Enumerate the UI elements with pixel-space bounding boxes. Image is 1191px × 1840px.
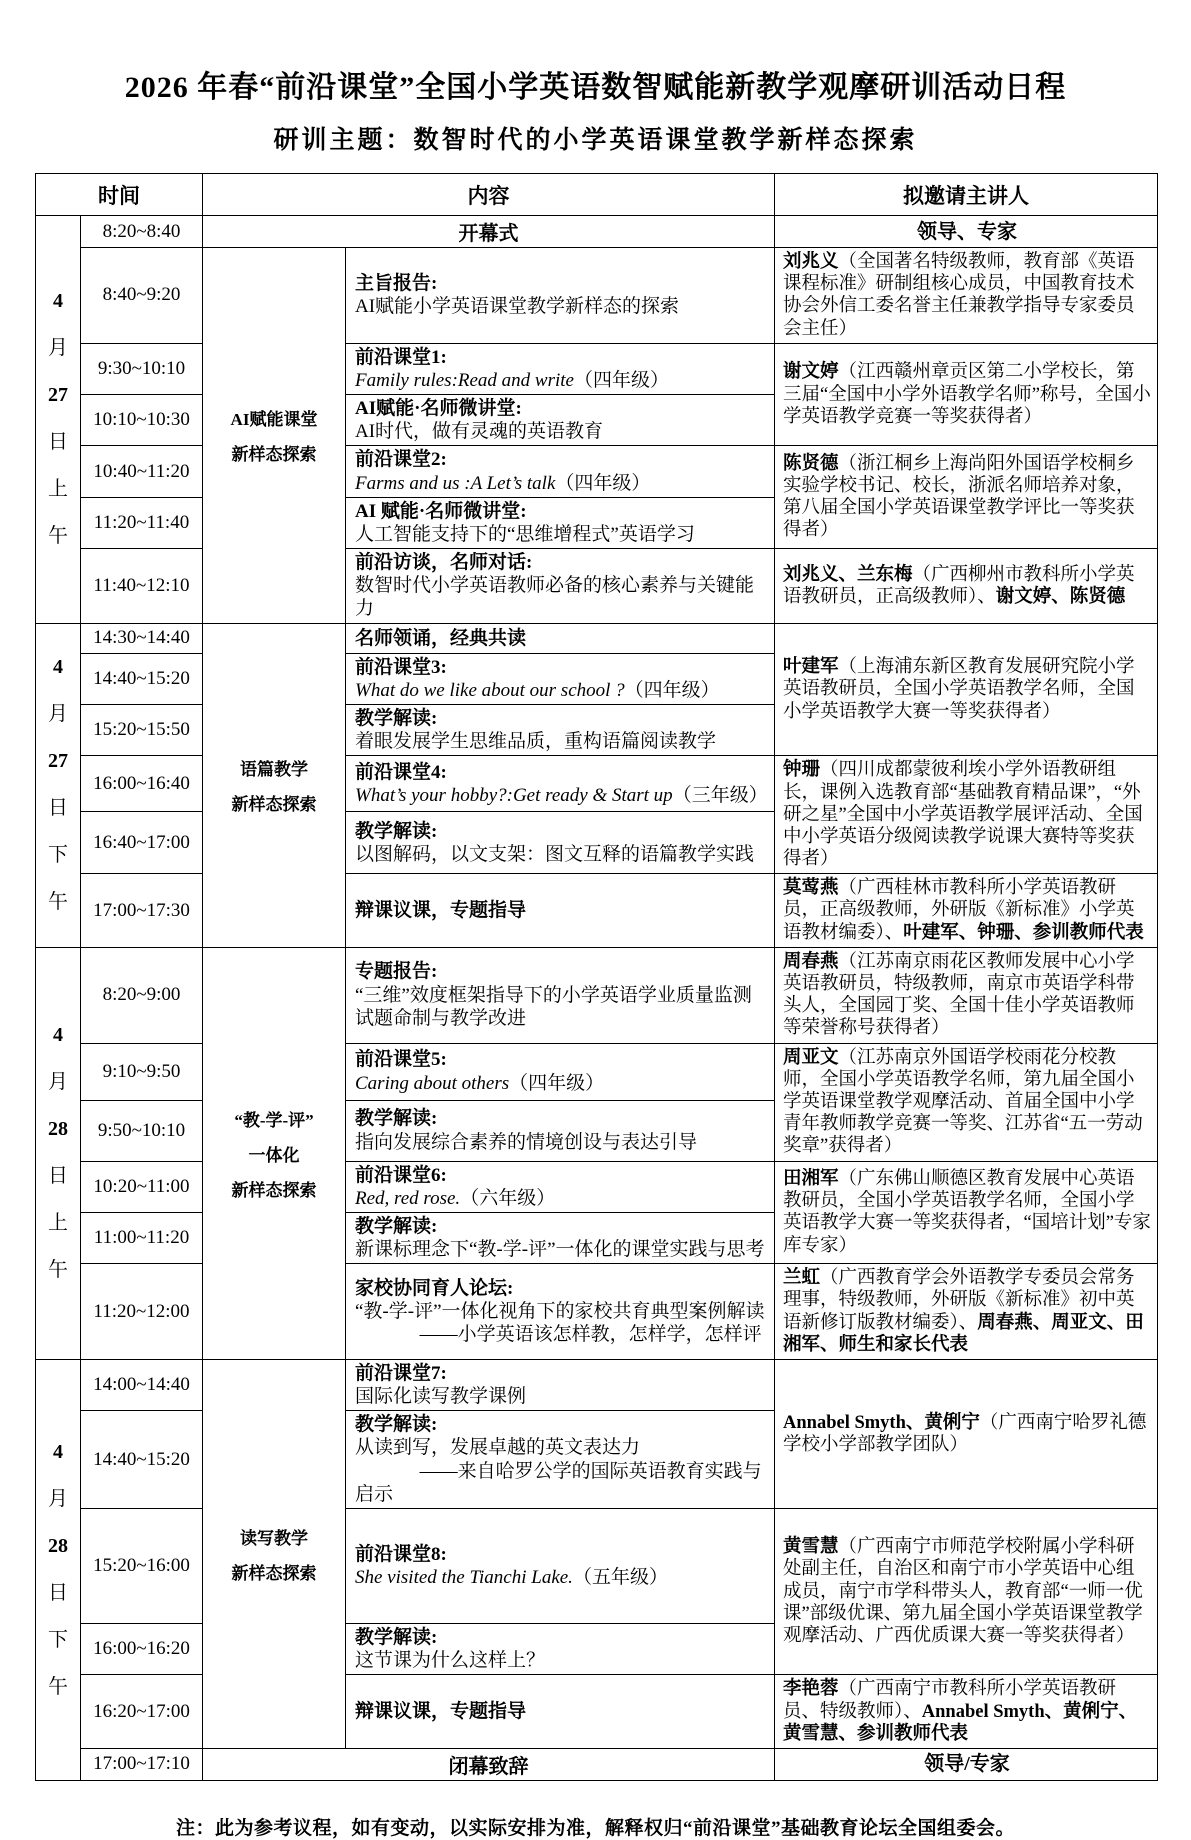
speaker-desc: （江苏南京雨花区教师发展中心小学英语教研员，特级教师，南京市英语学科带头人，全国园丁奖、全国十佳小学英语教师等荣誉称号获得者）: [783, 951, 1135, 1039]
speaker-desc: （四川成都蒙彼利埃小学外语教研组长，课例入选教育部“基础教育精品课”，“外研之星”全国中小学英语教学展评活动、全国中小学英语分级阅读教学说课大赛特等奖获得者）: [783, 760, 1143, 870]
speaker-cell: [775, 1675, 1158, 1749]
content-title: 教学解读:: [355, 707, 438, 729]
time-cell: 9:10~9:50: [81, 1043, 203, 1100]
column-header-time: 时间: [36, 174, 203, 216]
time-cell: 14:40~15:20: [81, 1411, 203, 1509]
time-cell: 8:20~9:00: [81, 947, 203, 1043]
content-title: 前沿课堂3:: [355, 656, 447, 678]
speaker-name: 黄雪慧: [783, 1537, 839, 1558]
speaker-desc: （全国著名特级教师，教育部《英语课程标准》研制组核心成员，中国教育技术协会外信工委名誉主任兼教学指导专家委员会主任）: [783, 252, 1135, 339]
speaker-name: 周春燕: [783, 951, 839, 972]
content-body: 从读到写，发展卓越的英文表达力: [355, 1437, 641, 1459]
column-header-speaker: 拟邀请主讲人: [775, 174, 1158, 216]
schedule-table: [35, 173, 1158, 1781]
content-body: “教-学-评”一体化视角下的家校共育典型案例解读: [355, 1300, 765, 1322]
content-cell: [346, 343, 775, 394]
content-title: 名师领诵，经典共读: [355, 627, 527, 649]
content-title: 前沿课堂5:: [355, 1049, 447, 1071]
speaker-desc: （江苏南京外国语学校雨花分校教师，全国小学英语教学名师，第九届全国小学英语课堂教学观摩活动、首届全国中小学青年教师教学竞赛一等奖、江苏省“五一劳动奖章”获得者）: [783, 1047, 1143, 1157]
speaker-desc: （广西柳州市教科所小学英语教研员，正高级教师）、: [783, 564, 1135, 607]
content-english-title: Red, red rose.: [355, 1187, 461, 1209]
content-body: 新课标理念下“教-学-评”一体化的课堂实践与思考: [355, 1239, 765, 1261]
time-cell: 9:30~10:10: [81, 343, 203, 394]
content-title: AI赋能·名师微讲堂:: [355, 398, 522, 420]
time-cell: 10:40~11:20: [81, 446, 203, 497]
speaker-cell: 领导/专家: [775, 1748, 1158, 1780]
content-cell: [346, 549, 775, 624]
time-cell: 8:20~8:40: [81, 216, 203, 248]
content-cell: [346, 446, 775, 497]
column-header-content: 内容: [203, 174, 775, 216]
content-body: 这节课为什么这样上？: [355, 1650, 546, 1672]
category-cell: “教-学-评” 一体化 新样态探索: [203, 947, 346, 1359]
speaker-cell: [775, 1043, 1158, 1161]
content-grade: （五年级）: [572, 1566, 668, 1588]
content-body: 着眼发展学生思维品质，重构语篇阅读教学: [355, 731, 717, 753]
content-title: 辩课议课，专题指导: [355, 899, 527, 921]
content-cell: [346, 623, 775, 653]
content-english-title: She visited the Tianchi Lake.: [355, 1566, 573, 1588]
content-body: 人工智能支持下的“思维增程式”英语学习: [355, 523, 695, 545]
time-cell: 9:50~10:10: [81, 1100, 203, 1161]
content-cell: [346, 1675, 775, 1749]
table-row: [36, 216, 1158, 248]
speaker-cell: [775, 947, 1158, 1043]
content-grade: （四年级）: [574, 369, 670, 391]
speaker-cell: [775, 1359, 1158, 1508]
speaker-desc: （广西南宁市师范学校附属小学科研处副主任，自治区和南宁市小学英语中心组成员，南宁市学科带头人，教育部“一师一优课”部级优课、第九届全国小学英语课堂教学观摩活动、广西优质课大赛一等奖获得者）: [783, 1537, 1143, 1646]
speaker-desc: （广西桂林市教科所小学英语教研员，正高级教师，外研版《新标准》小学英语教材编委）、: [783, 878, 1135, 943]
speaker-name: 莫莺燕: [783, 878, 839, 899]
time-cell: 10:20~11:00: [81, 1161, 203, 1212]
content-cell: [346, 874, 775, 948]
content-title: 前沿课堂6:: [355, 1164, 447, 1186]
content-body: ——来自哈罗公学的国际英语教育实践与启示: [355, 1460, 762, 1505]
time-cell: 17:00~17:30: [81, 874, 203, 948]
speaker-cell: [775, 1264, 1158, 1360]
content-title: 前沿访谈，名师对话:: [355, 552, 533, 574]
time-cell: 8:40~9:20: [81, 248, 203, 344]
category-cell: 语篇教学 新样态探索: [203, 623, 346, 947]
speaker-cell: 领导、专家: [775, 216, 1158, 248]
speaker-name: 刘兆义、兰东梅: [783, 564, 913, 585]
content-english-title: Family rules:Read and write: [355, 369, 574, 391]
speaker-name: 钟珊: [783, 760, 821, 781]
content-cell: 闭幕致辞: [203, 1748, 775, 1780]
content-cell: 开幕式: [203, 216, 775, 248]
speaker-name: 刘兆义: [783, 252, 839, 272]
time-cell: 14:40~15:20: [81, 653, 203, 704]
content-english-title: Farms and us :A Let’s talk: [355, 472, 556, 494]
table-row: [36, 623, 1158, 653]
content-cell: [346, 947, 775, 1043]
content-cell: [346, 1411, 775, 1509]
speaker-name: 陈贤德: [783, 453, 839, 474]
speaker-cell: [775, 1508, 1158, 1674]
table-row: [36, 1359, 1158, 1410]
speaker-cell: [775, 248, 1158, 344]
speaker-desc: （广西南宁市教科所小学英语教研员、特级教师）、: [783, 1679, 1117, 1722]
content-cell: [346, 497, 775, 548]
speaker-desc: （广西南宁哈罗礼德学校小学部教学团队）: [783, 1412, 1147, 1455]
category-cell: 读写教学 新样态探索: [203, 1359, 346, 1748]
speaker-name: 周春燕、周亚文、田湘军、师生和家长代表: [783, 1312, 1144, 1355]
time-cell: 15:20~15:50: [81, 704, 203, 755]
content-cell: [346, 756, 775, 812]
table-row: [36, 248, 1158, 344]
content-cell: [346, 704, 775, 755]
content-body: AI赋能小学英语课堂教学新样态的探索: [355, 296, 680, 318]
speaker-cell: [775, 756, 1158, 874]
speaker-name: Annabel Smyth、黄俐宁: [783, 1412, 980, 1433]
content-title: 教学解读:: [355, 820, 438, 842]
content-english-title: What’s your hobby?:Get ready & Start up: [355, 784, 673, 806]
content-english-title: What do we like about our school ?: [355, 679, 625, 701]
content-title: 教学解读:: [355, 1626, 438, 1648]
header-row: [36, 174, 1158, 216]
content-body: 指向发展综合素养的情境创设与表达引导: [355, 1131, 698, 1153]
time-cell: 10:10~10:30: [81, 395, 203, 446]
speaker-name: 李艳蓉: [783, 1679, 839, 1700]
content-title: 辩课议课，专题指导: [355, 1701, 527, 1723]
content-title: 教学解读:: [355, 1108, 438, 1130]
content-title: 前沿课堂2:: [355, 449, 447, 471]
speaker-name: 田湘军: [783, 1168, 839, 1189]
day-cell: 4 月 28 日 下 午: [36, 1359, 81, 1780]
content-body: “三维”效度框架指导下的小学英语学业质量监测试题命制与教学改进: [355, 984, 752, 1029]
content-title: 前沿课堂7:: [355, 1362, 447, 1384]
speaker-name: 叶建军: [783, 657, 839, 678]
speaker-name: Annabel Smyth、黄俐宁、黄雪慧、参训教师代表: [783, 1701, 1138, 1744]
speaker-desc: （江西赣州章贡区第二小学校长，第三届“全国中小学外语教学名师”称号，全国小学英语教学竞赛一等奖获得者）: [783, 362, 1151, 427]
content-body: ——小学英语该怎样教，怎样学，怎样评: [419, 1324, 762, 1346]
time-cell: 16:20~17:00: [81, 1675, 203, 1749]
time-cell: 11:40~12:10: [81, 549, 203, 624]
speaker-cell: [775, 874, 1158, 948]
time-cell: 14:00~14:40: [81, 1359, 203, 1410]
content-grade: （三年级）: [672, 784, 768, 806]
time-cell: 11:20~11:40: [81, 497, 203, 548]
content-title: 主旨报告:: [355, 273, 438, 295]
day-cell: 4 月 27 日 上 午: [36, 216, 81, 624]
speaker-desc: （广西教育学会外语教学专委员会常务理事，特级教师，外研版《新标准》初中英语新修订版教材编委）、: [783, 1268, 1135, 1333]
time-cell: 16:00~16:20: [81, 1623, 203, 1674]
content-cell: [346, 1161, 775, 1212]
speaker-name: 周亚文: [783, 1047, 839, 1068]
content-title: 前沿课堂4:: [355, 761, 447, 783]
speaker-cell: [775, 623, 1158, 756]
content-grade: （六年级）: [460, 1187, 556, 1209]
time-cell: 14:30~14:40: [81, 623, 203, 653]
content-title: AI 赋能·名师微讲堂:: [355, 500, 527, 522]
page-subtitle: 研训主题：数智时代的小学英语课堂教学新样态探索: [273, 127, 918, 154]
speaker-name: 谢文婷: [783, 362, 839, 383]
content-body: 国际化读写教学课例: [355, 1386, 527, 1408]
speaker-name: 叶建军、钟珊、参训教师代表: [903, 922, 1144, 943]
time-cell: 11:20~12:00: [81, 1264, 203, 1360]
content-cell: [346, 395, 775, 446]
content-cell: [346, 1359, 775, 1410]
content-body: 以图解码，以文支架：图文互释的语篇教学实践: [355, 843, 755, 865]
content-cell: [346, 248, 775, 344]
page-title: 2026 年春“前沿课堂”全国小学英语数智赋能新教学观摩研训活动日程: [124, 71, 1067, 104]
speaker-desc: （上海浦东新区教育发展研究院小学英语教研员，全国小学英语教学名师，全国小学英语教学大赛一等奖获得者）: [783, 657, 1135, 722]
content-cell: [346, 1212, 775, 1263]
speaker-desc: （浙江桐乡上海尚阳外国语学校桐乡实验学校书记、校长，浙派名师培养对象，第八届全国小学英语课堂教学评比一等奖获得者）: [783, 453, 1135, 541]
content-cell: [346, 812, 775, 874]
speaker-cell: [775, 549, 1158, 624]
content-cell: [346, 653, 775, 704]
time-cell: 15:20~16:00: [81, 1508, 203, 1623]
speaker-cell: [775, 446, 1158, 549]
content-title: 教学解读:: [355, 1215, 438, 1237]
content-title: 前沿课堂1:: [355, 346, 447, 368]
day-cell: 4 月 28 日 上 午: [36, 947, 81, 1359]
speaker-cell: [775, 1161, 1158, 1264]
content-cell: [346, 1043, 775, 1100]
content-body: 数智时代小学英语教师必备的核心素养与关键能力: [355, 575, 755, 620]
speaker-name: 兰虹: [783, 1268, 821, 1289]
time-cell: 11:00~11:20: [81, 1212, 203, 1263]
content-cell: [346, 1623, 775, 1674]
speaker-desc: （广东佛山顺德区教育发展中心英语教研员，全国小学英语教学名师，全国小学英语教学大赛一等奖获得者，“国培计划”专家库专家）: [783, 1168, 1151, 1256]
content-grade: （四年级）: [624, 679, 720, 701]
content-body: AI时代，做有灵魂的英语教育: [355, 421, 604, 443]
speaker-name: 谢文婷、陈贤德: [995, 586, 1126, 607]
content-grade: （四年级）: [509, 1072, 605, 1094]
time-cell: 16:00~16:40: [81, 756, 203, 812]
content-title: 前沿课堂8:: [355, 1543, 447, 1565]
content-cell: [346, 1100, 775, 1161]
speaker-cell: [775, 343, 1158, 446]
table-row: [36, 947, 1158, 1043]
time-cell: 17:00~17:10: [81, 1748, 203, 1780]
content-title: 专题报告:: [355, 961, 438, 983]
day-cell: 4 月 27 日 下 午: [36, 623, 81, 947]
content-cell: [346, 1508, 775, 1623]
time-cell: 16:40~17:00: [81, 812, 203, 874]
category-cell: AI赋能课堂 新样态探索: [203, 248, 346, 624]
content-english-title: Caring about others: [355, 1072, 510, 1094]
footnote: 注：此为参考议程，如有变动，以实际安排为准，解释权归“前沿课堂”基础教育论坛全国组委会。: [175, 1817, 1015, 1839]
content-title: 教学解读:: [355, 1414, 438, 1436]
content-title: 家校协同育人论坛:: [355, 1277, 514, 1299]
content-grade: （四年级）: [555, 472, 651, 494]
table-row: [36, 1748, 1158, 1780]
content-cell: [346, 1264, 775, 1360]
